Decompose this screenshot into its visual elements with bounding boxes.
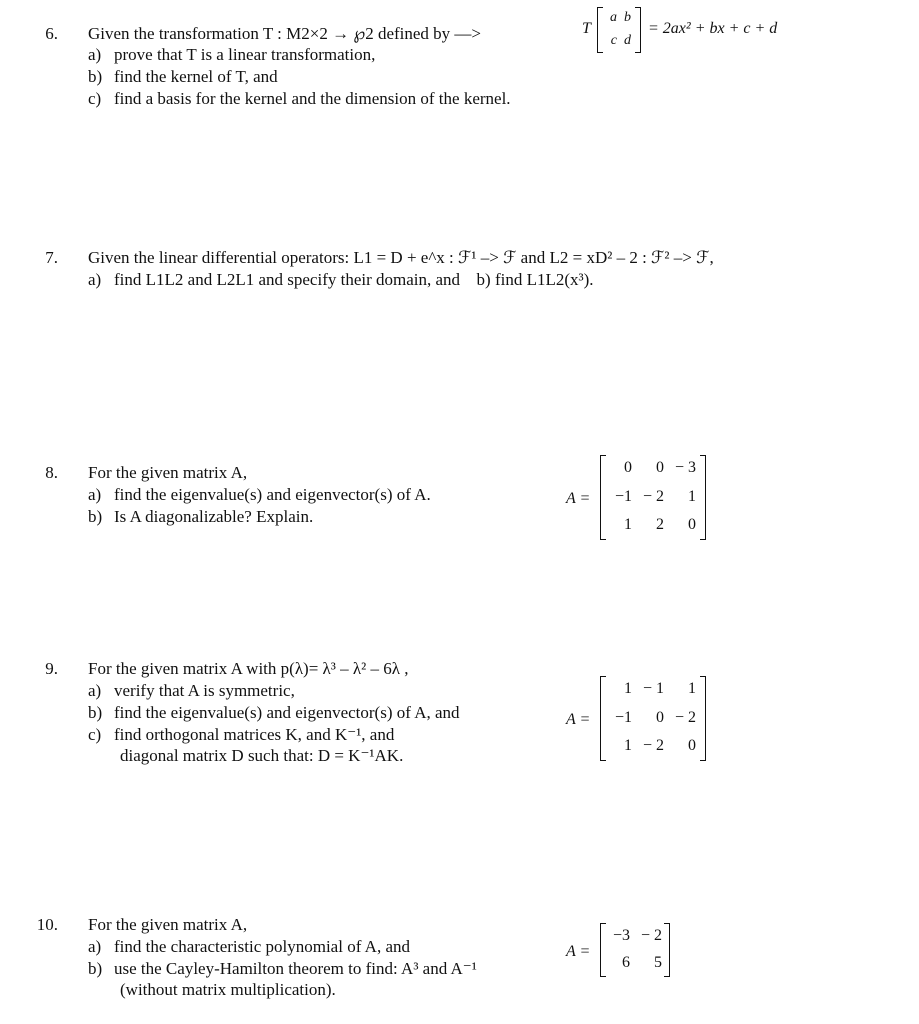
matrix-cell: −3 xyxy=(612,927,630,944)
matrix-cell: 5 xyxy=(654,954,662,971)
problem-9-intro: For the given matrix A with p(λ)= λ³ – λ² – 6λ , xyxy=(88,659,409,678)
part-text: find the eigenvalue(s) and eigenvector(s) of A. xyxy=(114,485,431,504)
problem-8-matrix xyxy=(600,455,706,540)
problem-10-part-b xyxy=(88,959,477,979)
matrix-cell: 1 xyxy=(688,488,696,505)
problem-9-number: 9. xyxy=(45,659,58,678)
problem-10-part-b-cont: (without matrix multiplication). xyxy=(120,980,336,999)
matrix-cell: − 2 xyxy=(674,709,696,726)
problem-7-parts xyxy=(88,270,594,290)
matrix-cell: 1 xyxy=(688,680,696,697)
matrix-cell: − 3 xyxy=(674,459,696,476)
part-label: a) xyxy=(88,270,102,289)
problem-8-part-b xyxy=(88,507,313,527)
matrix-cell: 6 xyxy=(622,954,630,971)
problem-6-formula-lhs: T xyxy=(582,20,591,37)
matrix-cell: 1 xyxy=(624,737,632,754)
problem-10-part-a xyxy=(88,937,410,957)
problem-6-formula-matrix xyxy=(597,7,641,53)
part-text: verify that A is symmetric, xyxy=(114,681,295,700)
part-text: find the kernel of T, and xyxy=(114,67,278,86)
bracket-right xyxy=(664,923,670,977)
problem-10-matrix-label: A = xyxy=(566,943,591,960)
matrix-cell: 0 xyxy=(688,516,696,533)
part-text: find orthogonal matrices K, and K⁻¹, and xyxy=(114,725,395,744)
problem-9-matrix-label: A = xyxy=(566,711,591,728)
problem-8-matrix-label: A = xyxy=(566,490,591,507)
problem-6-part-b xyxy=(88,67,278,87)
matrix-cell: − 2 xyxy=(640,927,662,944)
matrix-cell: − 2 xyxy=(642,488,664,505)
problem-7-number: 7. xyxy=(45,248,58,267)
part-label: b) xyxy=(88,703,103,722)
problem-6-formula-rhs: = 2ax² + bx + c + d xyxy=(648,20,778,37)
bracket-left xyxy=(597,7,603,53)
part-label: b) xyxy=(476,270,491,289)
part-label: b) xyxy=(88,507,103,526)
part-label: b) xyxy=(88,959,103,978)
problem-9-part-c xyxy=(88,725,394,745)
matrix-cell: − 2 xyxy=(642,737,664,754)
problem-6-part-a xyxy=(88,45,375,65)
problem-9-matrix xyxy=(600,676,706,761)
matrix-cell: a xyxy=(610,10,617,25)
part-text: use the Cayley-Hamilton theorem to find: A³ and A⁻¹ xyxy=(114,959,477,978)
part-text: find a basis for the kernel and the dimension of the kernel. xyxy=(114,89,511,108)
part-label: b) xyxy=(88,67,103,86)
part-text: find L1L2 and L2L1 and specify their domain, and xyxy=(114,270,461,289)
bracket-right xyxy=(700,455,706,540)
part-label: a) xyxy=(88,937,102,956)
matrix-cell: 2 xyxy=(656,516,664,533)
part-label: a) xyxy=(88,681,102,700)
problem-7-intro: Given the linear differential operators: L1 = D + e^x : ℱ¹ –> ℱ and L2 = xD² – 2 : ℱ² –> ℱ, xyxy=(88,248,714,267)
problem-6-part-c xyxy=(88,89,511,109)
part-text: Is A diagonalizable? Explain. xyxy=(114,507,314,526)
part-label: c) xyxy=(88,725,102,744)
part-label: a) xyxy=(88,45,102,64)
problem-10-number: 10. xyxy=(36,915,58,934)
matrix-cell: −1 xyxy=(614,709,632,726)
matrix-cell: −1 xyxy=(614,488,632,505)
matrix-cell: 1 xyxy=(624,516,632,533)
matrix-cell: c xyxy=(610,33,617,48)
problem-9-part-b xyxy=(88,703,460,723)
part-label: c) xyxy=(88,89,102,108)
matrix-cell: 0 xyxy=(688,737,696,754)
problem-9-part-c-cont: diagonal matrix D such that: D = K⁻¹AK. xyxy=(120,746,404,765)
problem-8-intro: For the given matrix A, xyxy=(88,463,248,482)
bracket-right xyxy=(635,7,641,53)
part-text: prove that T is a linear transformation, xyxy=(114,45,376,64)
problem-9-part-a xyxy=(88,681,295,701)
problem-10-matrix xyxy=(600,923,670,977)
problem-8-number: 8. xyxy=(45,463,58,482)
part-label: a) xyxy=(88,485,102,504)
problem-10-intro: For the given matrix A, xyxy=(88,915,248,934)
part-text: find the eigenvalue(s) and eigenvector(s) of A, and xyxy=(114,703,460,722)
matrix-cell: 0 xyxy=(624,459,632,476)
matrix-cell: − 1 xyxy=(642,680,664,697)
bracket-right xyxy=(700,676,706,761)
matrix-cell: 1 xyxy=(624,680,632,697)
matrix-cell: 0 xyxy=(656,709,664,726)
matrix-cell: 0 xyxy=(656,459,664,476)
part-text: find the characteristic polynomial of A, and xyxy=(114,937,410,956)
matrix-cell: d xyxy=(624,33,631,48)
part-text: find L1L2(x³). xyxy=(494,270,594,289)
problem-6-number: 6. xyxy=(45,24,58,43)
matrix-cell: b xyxy=(624,10,631,25)
problem-6-intro xyxy=(88,24,481,44)
problem-8-part-a xyxy=(88,485,431,505)
problem-6-intro-text: Given the transformation T : M2×2 → ℘2 defined by —> xyxy=(88,24,482,43)
